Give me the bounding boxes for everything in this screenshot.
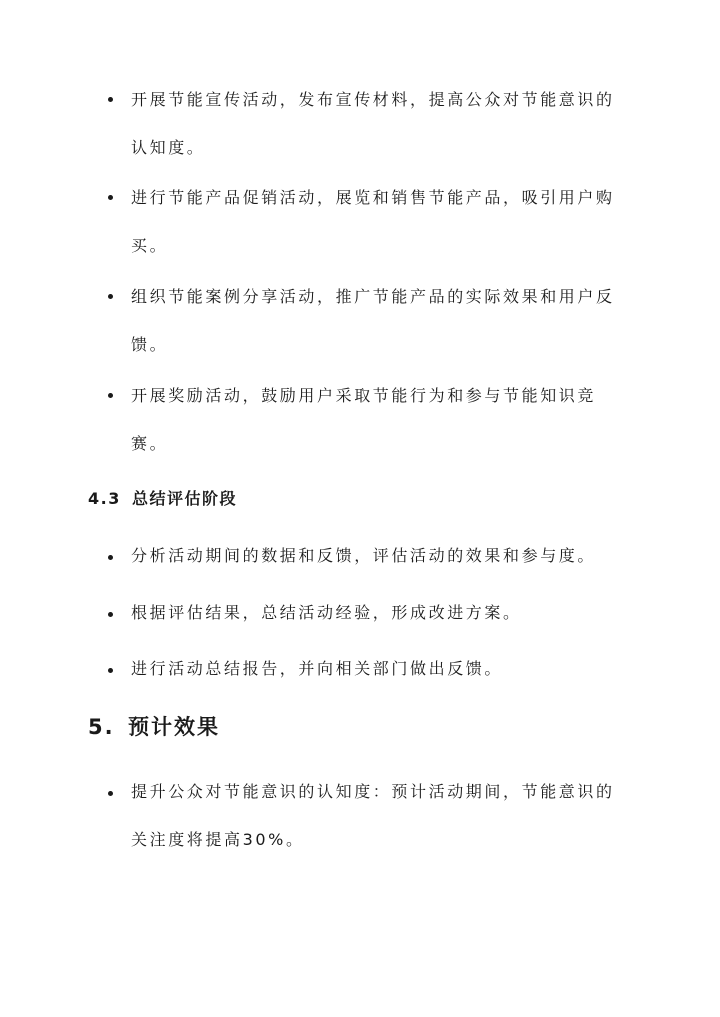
bullet-icon	[108, 555, 113, 560]
bullet-icon	[108, 791, 113, 796]
bullet-icon	[108, 668, 113, 673]
list-item-text: 提升公众对节能意识的认知度：预计活动期间，节能意识的关注度将提高30%。	[131, 782, 615, 849]
list-item-text: 组织节能案例分享活动，推广节能产品的实际效果和用户反馈。	[131, 287, 615, 354]
bullet-icon	[108, 393, 113, 398]
list-item-text: 进行节能产品促销活动，展览和销售节能产品，吸引用户购买。	[131, 188, 615, 255]
bullet-icon	[108, 195, 113, 200]
chapter-heading	[88, 714, 220, 740]
bullet-icon	[108, 612, 113, 617]
section-title: 总结评估阶段	[132, 489, 238, 508]
bullet-icon	[108, 97, 113, 102]
chapter-number: 5.	[88, 715, 115, 739]
list-item-text: 进行活动总结报告，并向相关部门做出反馈。	[131, 659, 504, 678]
list-item-text: 分析活动期间的数据和反馈，评估活动的效果和参与度。	[131, 546, 597, 565]
list-item-text: 开展节能宣传活动，发布宣传材料，提高公众对节能意识的认知度。	[131, 90, 615, 157]
list-item-text: 根据评估结果，总结活动经验，形成改进方案。	[131, 603, 522, 622]
section-heading	[88, 489, 237, 509]
section-number: 4.3	[88, 489, 121, 508]
list-item-text: 开展奖励活动，鼓励用户采取节能行为和参与节能知识竞赛。	[131, 386, 597, 453]
chapter-title: 预计效果	[128, 715, 220, 739]
bullet-icon	[108, 294, 113, 299]
